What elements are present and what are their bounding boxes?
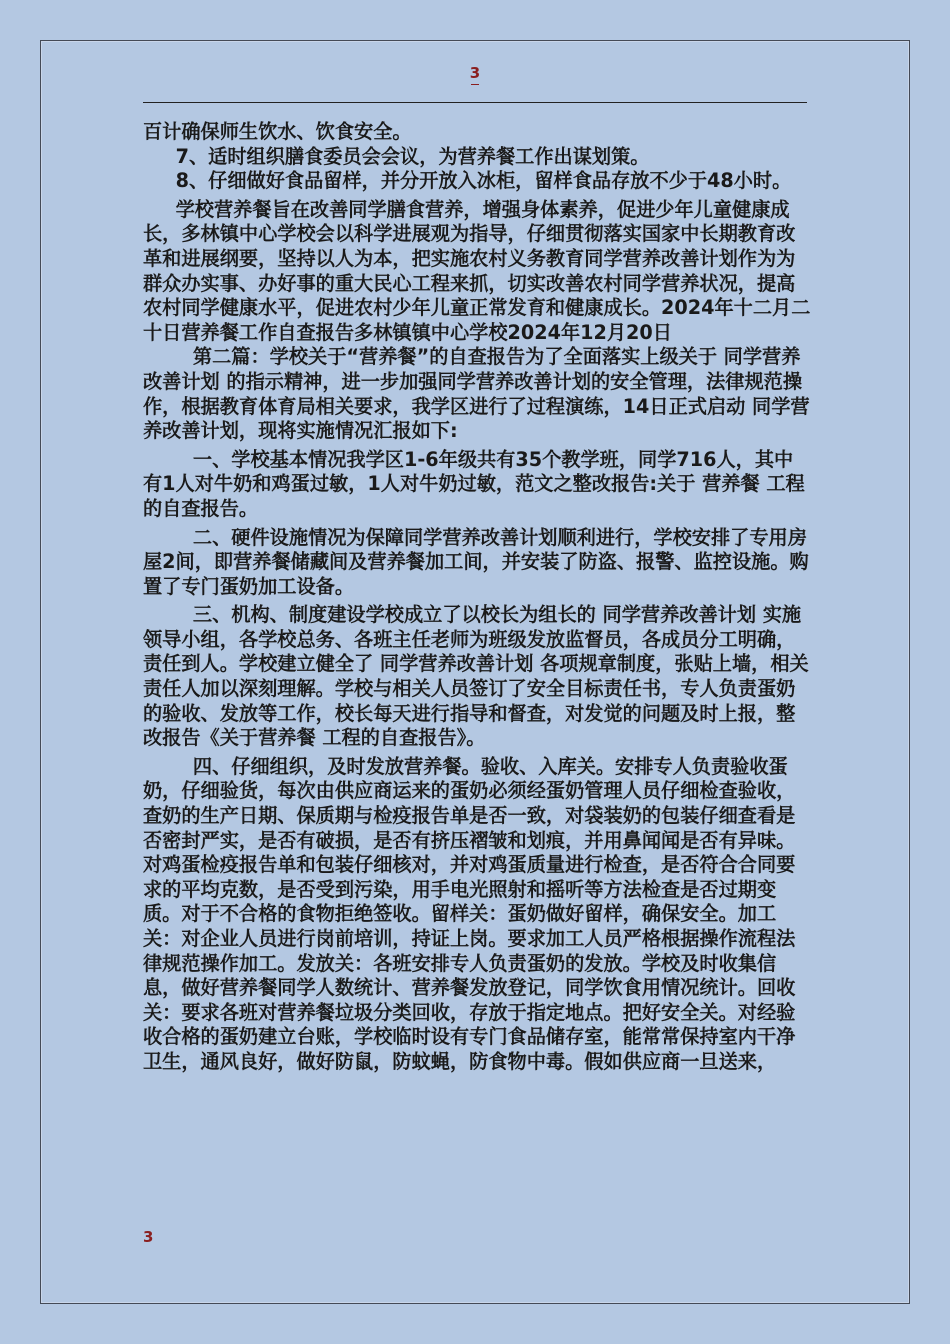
paragraph: 8、仔细做好食品留样，并分开放入冰柜，留样食品存放不少于48小时。	[175, 169, 792, 193]
header-divider	[143, 102, 807, 103]
footer-page-number: 3	[143, 1228, 154, 1246]
paragraph: 一、学校基本情况我学区1-6年级共有35个教学班，同学716人，其中有1人对牛奶和鸡蛋过敏，1人对牛奶过敏，范文之整改报告:关于 营养餐 工程的自查报告。	[143, 447, 805, 520]
paragraph: 三、机构、制度建设学校成立了以校长为组长的 同学营养改善计划 实施领导小组，各学校总务、各班主任老师为班级发放监督员，各成员分工明确，责任到人。学校建立健全了 同学营养改善计划 各项规章制度，张贴上墙，相关责任人加以深刻理解。学校与相关人员签订了安全目标责任书，专人负责蛋奶的验收、发放等工作，校长每天进行指导和督查，对发觉的问题及时上报，整改报告《关于营养餐 工程的自查报告》。	[143, 603, 809, 750]
paragraph: 百计确保师生饮水、饮食安全。	[143, 120, 412, 143]
header-page-number: 3	[462, 64, 488, 85]
paragraph: 学校营养餐旨在改善同学膳食营养，增强身体素养，促进少年儿童健康成长，多林镇中心学校会以科学进展观为指导，仔细贯彻落实国家中长期教育改革和进展纲要，坚持以人为本，把实施农村义务教育同学营养改善计划作为为群众办实事、办好事的重大民心工程来抓，切实改善农村同学营养状况，提高农村同学健康水平，促进农村少年儿童正常发育和健康成长。2024年十二月二十日营养餐工作自查报告多林镇镇中心学校2024年12月20日	[143, 197, 811, 344]
paragraph: 四、仔细组织，及时发放营养餐。验收、入库关。安排专人负责验收蛋奶，仔细验货，每次由供应商运来的蛋奶必须经蛋奶管理人员仔细检查验收，查奶的生产日期、保质期与检疫报告单是否一致，对袋装奶的包装仔细查看是否密封严实，是否有破损，是否有挤压褶皱和划痕，并用鼻闻闻是否有异味。对鸡蛋检疫报告单和包装仔细核对，并对鸡蛋质量进行检查，是否符合合同要求的平均克数，是否受到污染，用手电光照射和摇听等方法检查是否过期变质。对于不合格的食物拒绝签收。留样关：蛋奶做好留样，确保安全。加工关：对企业人员进行岗前培训，持证上岗。要求加工人员严格根据操作流程法律规范操作加工。发放关：各班安排专人负责蛋奶的发放。学校及时收集信息，做好营养餐同学人数统计、营养餐发放登记，同学饮食用情况统计。回收关：要求各班对营养餐垃圾分类回收，存放于指定地点。把好安全关。对经验收合格的蛋奶建立台账，学校临时设有专门食品储存室，能常常保持室内干净卫生，通风良好，做好防鼠，防蚊蝇，防食物中毒。假如供应商一旦送来，	[143, 754, 796, 1073]
document-body	[143, 120, 811, 1075]
paragraph: 第二篇：学校关于“营养餐”的自查报告为了全面落实上级关于 同学营养改善计划 的指示精神，进一步加强同学营养改善计划的安全管理，法律规范操作，根据教育体育局相关要求，我学区进行了过程演练，14日正式启动 同学营养改善计划，现将实施情况汇报如下:	[143, 345, 810, 443]
paragraph: 7、适时组织膳食委员会会议，为营养餐工作出谋划策。	[175, 144, 650, 168]
paragraph: 二、硬件设施情况为保障同学营养改善计划顺利进行，学校安排了专用房屋2间，即营养餐储藏间及营养餐加工间，并安装了防盗、报警、监控设施。购置了专门蛋奶加工设备。	[143, 525, 809, 598]
